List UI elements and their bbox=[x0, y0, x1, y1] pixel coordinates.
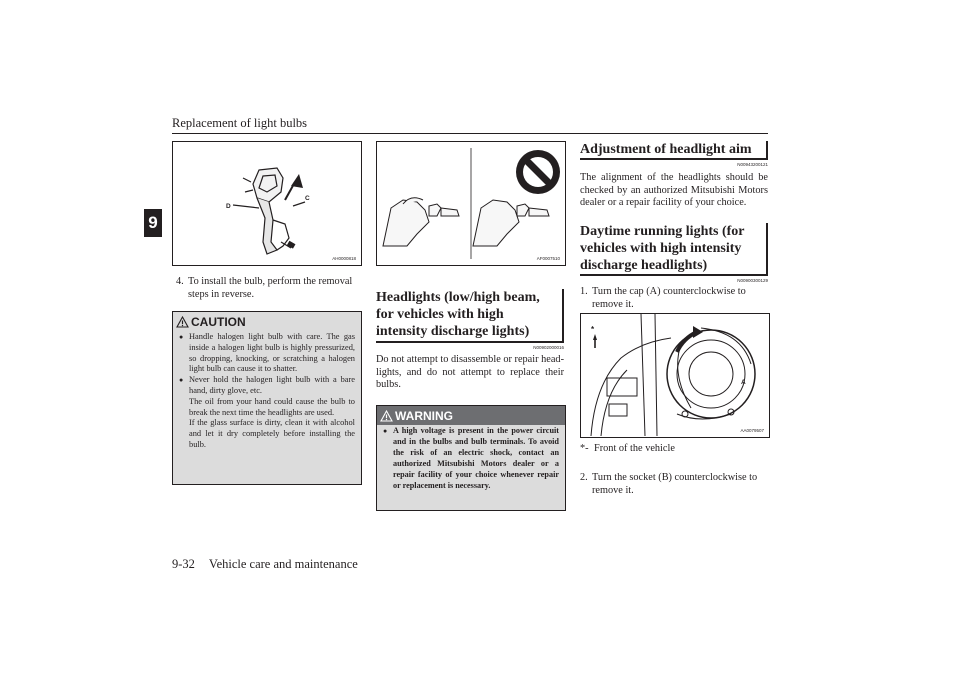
step-text-line1: To install the bulb, perform the removal bbox=[188, 276, 353, 287]
step-text-line2: steps in reverse. bbox=[188, 288, 255, 300]
step-text-line2: remove it. bbox=[592, 298, 634, 310]
callout-a: A bbox=[741, 379, 746, 386]
reference-code: N00900300129 bbox=[737, 278, 768, 283]
warning-body bbox=[377, 425, 565, 496]
caution-bullet-text: Never hold the halogen light bulb with a bare hand, dirty glove, etc. bbox=[189, 375, 355, 395]
heading-tick bbox=[562, 289, 564, 342]
bullet-icon: ● bbox=[179, 333, 184, 341]
caution-body bbox=[173, 331, 361, 456]
footer-section: Vehicle care and maintenance bbox=[208, 557, 358, 571]
reference-code: N00902000016 bbox=[533, 345, 564, 350]
page-number: 9-32 bbox=[172, 557, 195, 571]
warning-box bbox=[376, 405, 566, 511]
bulb-socket-illustration bbox=[173, 142, 361, 265]
step-2 bbox=[580, 472, 770, 497]
warning-text: A high voltage is present in the power circuit and in the bulbs and bulb terminals. To avoid the risk of an electric shock, contact an authorized Mitsubishi Motors dealer or a repair facility of your choice whenever repair or replacement is necessary. bbox=[393, 426, 559, 490]
reference-code: N00943200121 bbox=[737, 162, 768, 167]
warning-triangle-icon bbox=[176, 316, 189, 328]
note-text: Front of the vehicle bbox=[594, 443, 675, 454]
callout-d: D bbox=[226, 203, 231, 210]
caution-header bbox=[173, 312, 361, 331]
heading-text: Headlights (low/high beam, for vehicles with high intensity discharge lights) bbox=[376, 290, 540, 339]
bullet-icon: ● bbox=[179, 376, 184, 385]
warning-bullet bbox=[383, 426, 559, 491]
caution-bullet bbox=[179, 375, 355, 397]
heading-text: Daytime running lights (for vehicles with high intensity discharge headlights) bbox=[580, 224, 745, 273]
note-mark: *- bbox=[580, 443, 589, 454]
page-footer bbox=[172, 557, 358, 572]
caution-title: CAUTION bbox=[191, 314, 246, 329]
heading-rule bbox=[580, 158, 768, 160]
prohibited-handling-illustration bbox=[377, 142, 565, 265]
step-1 bbox=[580, 286, 770, 311]
figure-do-not-touch bbox=[376, 141, 566, 266]
callout-c: C bbox=[305, 195, 310, 202]
chapter-tab: 9 bbox=[144, 209, 162, 237]
headlight-cap-illustration bbox=[581, 314, 769, 437]
figure-bulb-socket bbox=[172, 141, 362, 266]
caution-bullet bbox=[179, 332, 355, 375]
page-header-title: Replacement of light bulbs bbox=[172, 116, 308, 130]
section-heading-drl bbox=[580, 223, 768, 274]
step-4 bbox=[176, 276, 362, 301]
headlights-paragraph: Do not attempt to disassemble or repair headlights, and do not attempt to replace their bulbs. bbox=[376, 354, 564, 391]
caution-bullet-text: Handle halogen light bulb with care. The gas inside a halogen light bulb is highly pressurized, so dropping, knocking, or scratching a halogen light bulb can cause it to shatter. bbox=[189, 332, 355, 374]
section-heading-headlights bbox=[376, 289, 564, 340]
step-text-line2: remove it. bbox=[592, 484, 634, 496]
caution-box bbox=[172, 311, 362, 485]
warning-header bbox=[377, 406, 565, 425]
figure-code: AA0079507 bbox=[740, 428, 764, 433]
bullet-icon: ● bbox=[383, 427, 388, 435]
aim-paragraph: The alignment of the headlights should be checked by an authorized Mitsubishi Motors dealer or a repair facility of your choice. bbox=[580, 172, 768, 209]
heading-tick bbox=[766, 223, 768, 276]
callout-star: * bbox=[591, 325, 595, 334]
section-heading-aim bbox=[580, 141, 768, 158]
warning-triangle-icon bbox=[380, 410, 393, 422]
step-number: 2. bbox=[580, 472, 588, 483]
figure-code: AF0007510 bbox=[536, 256, 560, 261]
heading-text: Adjustment of headlight aim bbox=[580, 142, 752, 157]
step-text-line1: Turn the cap (A) counterclockwise to bbox=[592, 286, 746, 297]
step-number: 1. bbox=[580, 286, 588, 297]
caution-para: If the glass surface is dirty, clean it with alcohol and let it dry completely before installing the bulb. bbox=[189, 418, 355, 449]
heading-rule bbox=[580, 274, 768, 276]
header-rule bbox=[172, 133, 768, 134]
figure-headlight-cap bbox=[580, 313, 770, 438]
figure-code: AH0000818 bbox=[332, 256, 356, 261]
caution-para: The oil from your hand could cause the bulb to break the next time the headlights are used. bbox=[189, 396, 355, 417]
warning-title: WARNING bbox=[395, 408, 453, 423]
step-number: 4. bbox=[176, 276, 184, 287]
heading-rule bbox=[376, 341, 564, 343]
figure-note bbox=[580, 443, 770, 456]
step-text-line1: Turn the socket (B) counterclockwise to bbox=[592, 472, 758, 483]
